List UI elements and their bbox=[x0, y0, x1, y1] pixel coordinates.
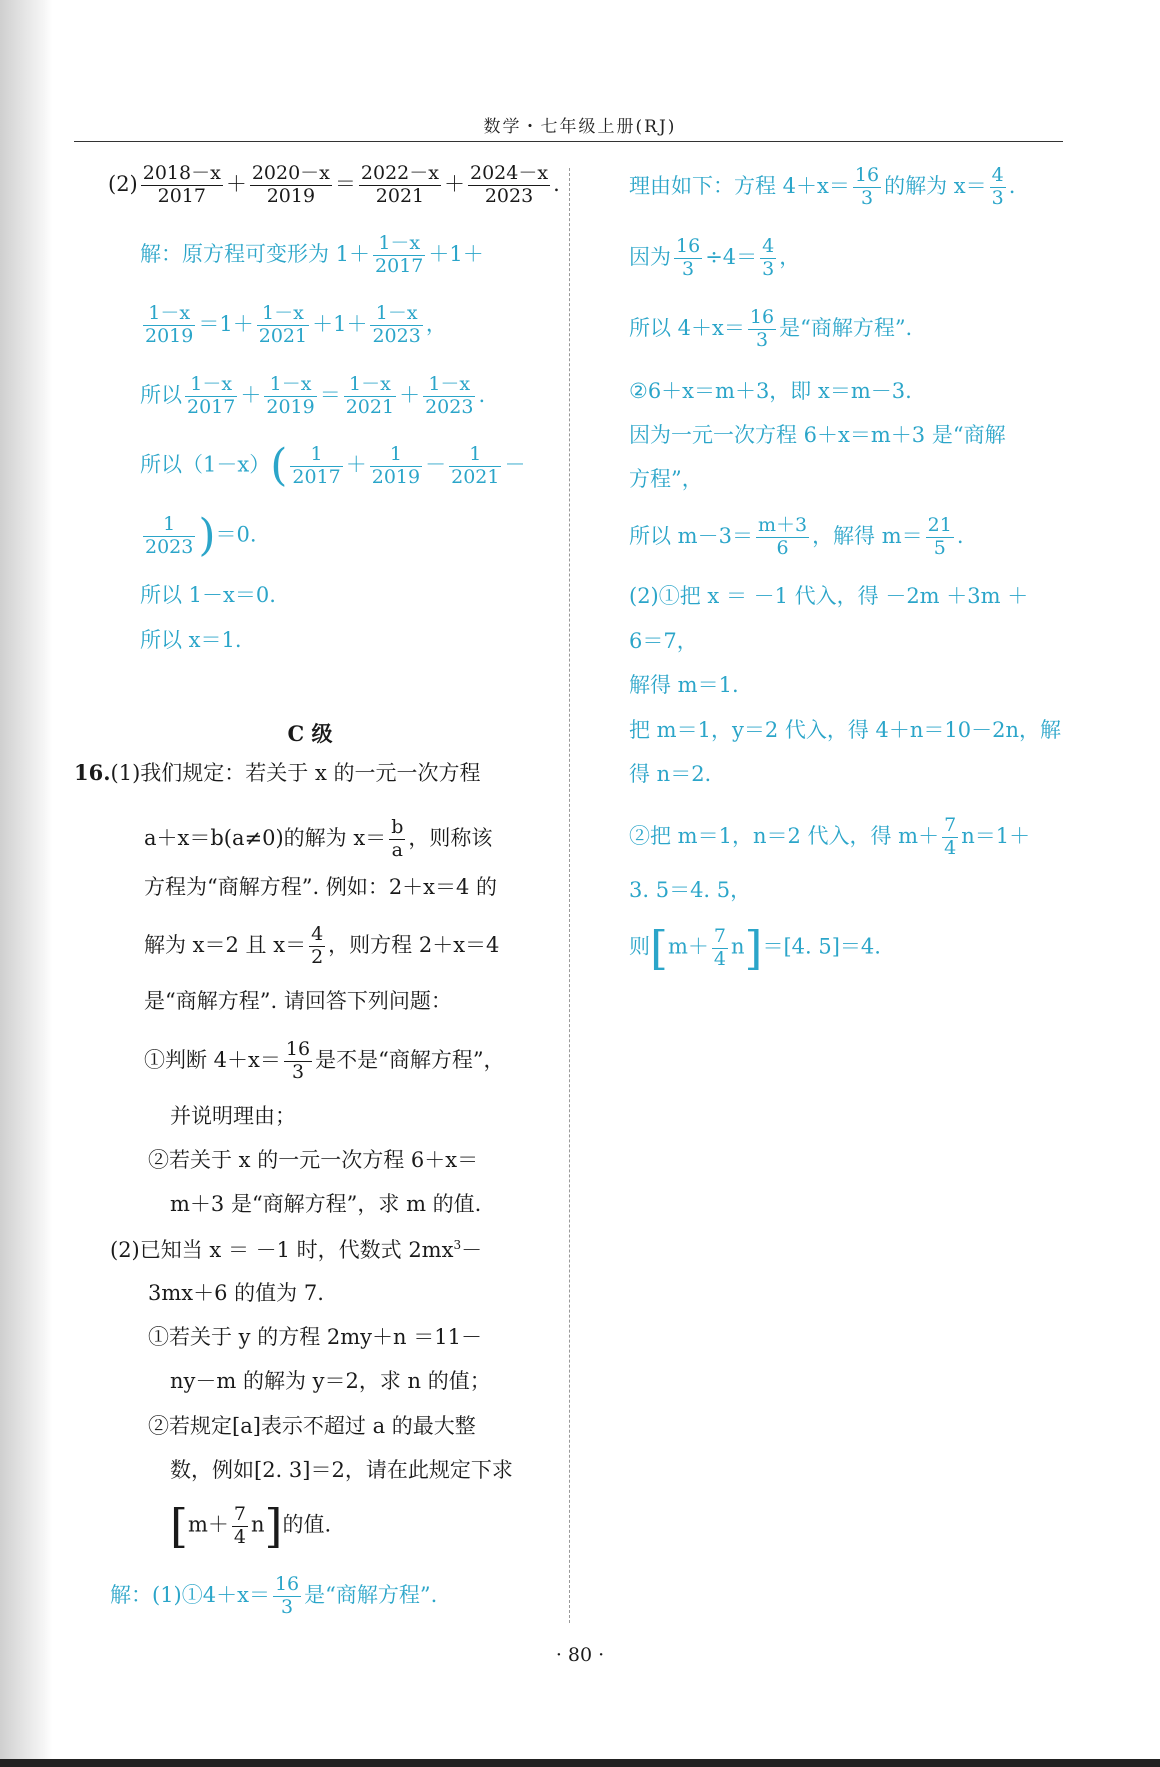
right-line-1: 理由如下：方程 4＋x＝ $\frac{16}{3}$ 的解为 x＝ $\frac{4}{3}$ . bbox=[629, 164, 1016, 209]
right-line-11: 把 m＝1，y＝2 代入，得 4＋n＝10－2n，解 bbox=[629, 718, 1062, 742]
solution-line-4: 所以（1－x）( $\frac{1}{2017}$ ＋ $\frac{1}{2019}$ － $\frac{1}{2021}$ － bbox=[140, 440, 526, 491]
q15-2-equation: (2) $\frac{2018-x}{2017}$ ＋ $\frac{2020-x}{2019}$ ＝ $\frac{2022-x}{2021}$ ＋ $\frac{2024-x}{2023}$ . bbox=[108, 162, 560, 207]
right-line-6: 方程”， bbox=[629, 467, 703, 491]
q16-line-11: 3mx＋6 的值为 7. bbox=[148, 1281, 324, 1305]
page-number: · 80 · bbox=[555, 1644, 605, 1666]
solution-line-1: 解：原方程可变形为 1＋ $\frac{1-x}{2017}$ ＋1＋ bbox=[140, 232, 484, 277]
q16-line-10: (2)已知当 x ＝ －1 时，代数式 $2mx^3-$ bbox=[110, 1238, 483, 1262]
solution-line-5: $\frac{1}{2023}$ )＝0. bbox=[145, 510, 257, 561]
right-line-8: (2)①把 x ＝ －1 代入，得 －2m ＋3m ＋ bbox=[629, 584, 1029, 608]
bottom-band bbox=[0, 1759, 1160, 1767]
right-line-2: 因为 $\frac{16}{3}$ ÷4＝ $\frac{4}{3}$ ， bbox=[629, 235, 801, 280]
page-edge-shadow bbox=[0, 0, 52, 1767]
solution-line-2: $\frac{1-x}{2019}$ ＝1＋ $\frac{1-x}{2021}$ ＋1＋ $\frac{1-x}{2023}$ ， bbox=[145, 302, 447, 347]
right-line-4: ②6＋x＝m＋3，即 x＝m－3. bbox=[629, 379, 912, 403]
q16-line-8: ②若关于 x 的一元一次方程 6＋x＝ bbox=[148, 1148, 479, 1172]
right-line-3: 所以 4＋x＝ $\frac{16}{3}$ 是“商解方程”. bbox=[629, 306, 913, 351]
right-line-10: 解得 m＝1. bbox=[629, 673, 739, 697]
q16-line-1: 16.(1)我们规定：若关于 x 的一元一次方程 bbox=[74, 760, 481, 785]
solution-line-6: 所以 1－x＝0. bbox=[140, 583, 276, 607]
page-header: 数学・七年级上册(RJ) bbox=[483, 117, 677, 137]
header-rule bbox=[74, 141, 1063, 142]
right-line-5: 因为一元一次方程 6＋x＝m＋3 是“商解 bbox=[629, 423, 1006, 447]
q16-line-16: [m＋ $\frac{7}{4}$ n]的值. bbox=[170, 1499, 332, 1553]
q16-line-5: 是“商解方程”. 请回答下列问题： bbox=[144, 989, 452, 1013]
q16-line-3: 方程为“商解方程”. 例如：2＋x＝4 的 bbox=[144, 875, 498, 899]
solution-line-7: 所以 x＝1. bbox=[140, 628, 242, 652]
right-line-14: 3. 5＝4. 5， bbox=[629, 878, 752, 902]
q16-line-14: ②若规定[a]表示不超过 a 的最大整 bbox=[148, 1414, 476, 1438]
right-line-13: ②把 m＝1，n＝2 代入，得 m＋ $\frac{7}{4}$ n＝1＋ bbox=[629, 814, 1031, 859]
solution-line-3: 所以 $\frac{1-x}{2017}$ ＋ $\frac{1-x}{2019}$ ＝ $\frac{1-x}{2021}$ ＋ $\frac{1-x}{2023}$ . bbox=[140, 373, 486, 418]
q16-line-15: 数，例如[2. 3]＝2，请在此规定下求 bbox=[170, 1458, 513, 1482]
right-line-15: 则[m＋ $\frac{7}{4}$ n]＝[4. 5]＝4. bbox=[629, 921, 881, 975]
q16-solution-line-1: 解：(1)①4＋x＝ $\frac{16}{3}$ 是“商解方程”. bbox=[110, 1573, 438, 1618]
q16-line-6: ①判断 4＋x＝ $\frac{16}{3}$ 是不是“商解方程”， bbox=[144, 1038, 505, 1083]
section-title-c-level: C 级 bbox=[287, 721, 333, 746]
right-line-9: 6＝7， bbox=[629, 629, 698, 653]
q16-line-7: 并说明理由； bbox=[170, 1104, 296, 1128]
q16-line-12: ①若关于 y 的方程 2my＋n ＝11－ bbox=[148, 1325, 482, 1349]
right-line-7: 所以 m－3＝ $\frac{m+3}{6}$ ，解得 m＝ $\frac{21}{5}$ . bbox=[629, 514, 964, 559]
q16-line-4: 解为 x＝2 且 x＝ $\frac{4}{2}$ ，则方程 2＋x＝4 bbox=[144, 923, 500, 968]
q16-line-9: m＋3 是“商解方程”，求 m 的值. bbox=[170, 1192, 482, 1216]
column-divider bbox=[569, 168, 570, 1623]
right-line-12: 得 n＝2. bbox=[629, 762, 712, 786]
q16-line-2: a＋x＝b(a≠0)的解为 x＝ $\frac{b}{a}$ ，则称该 bbox=[144, 816, 493, 861]
q16-line-13: ny－m 的解为 y＝2，求 n 的值； bbox=[170, 1369, 491, 1393]
